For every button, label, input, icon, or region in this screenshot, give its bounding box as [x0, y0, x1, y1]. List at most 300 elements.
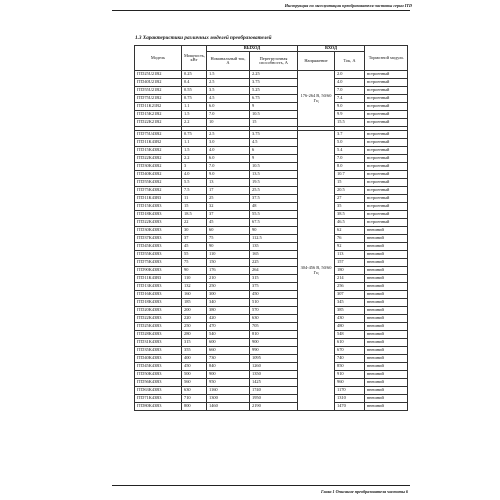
- cell-model: ITD45K43B3: [135, 243, 182, 251]
- cell-input-current: 2.0: [335, 71, 365, 79]
- cell-brake: внешний: [365, 267, 408, 275]
- cell-input-current: 1470: [335, 403, 365, 411]
- cell-power: 450: [182, 363, 207, 371]
- table-row: [135, 331, 408, 339]
- cell-nominal-current: 110: [207, 251, 250, 259]
- table-row: [135, 339, 408, 347]
- cell-overload: 19.5: [250, 179, 298, 187]
- cell-power: 560: [182, 379, 207, 387]
- cell-nominal-current: 1160: [207, 387, 250, 395]
- cell-model: ITD13K43B3: [135, 283, 182, 291]
- table-row: [135, 155, 408, 163]
- cell-nominal-current: 4.5: [207, 95, 250, 103]
- cell-input-current: 10.7: [335, 171, 365, 179]
- table-row: [135, 227, 408, 235]
- table-row: [135, 387, 408, 395]
- cell-overload: 315: [250, 275, 298, 283]
- cell-model: ITD37K43B3: [135, 235, 182, 243]
- cell-brake: внешний: [365, 355, 408, 363]
- page-footer: Глава 1 Описание преобразователя частоты 6: [320, 489, 408, 494]
- cell-overload: 2190: [250, 403, 298, 411]
- cell-power: 55: [182, 251, 207, 259]
- cell-power: 0.55: [182, 87, 207, 95]
- cell-power: 75: [182, 259, 207, 267]
- cell-brake: внешний: [365, 259, 408, 267]
- cell-model: ITD90K43B3: [135, 267, 182, 275]
- cell-overload: 570: [250, 307, 298, 315]
- cell-nominal-current: 1.5: [207, 71, 250, 79]
- cell-model: ITD22K21B2: [135, 119, 182, 127]
- cell-input-current: 92: [335, 243, 365, 251]
- cell-power: 630: [182, 387, 207, 395]
- cell-model: ITD71K43B3: [135, 395, 182, 403]
- cell-input-current: 15: [335, 179, 365, 187]
- cell-nominal-current: 380: [207, 307, 250, 315]
- cell-power: 18.5: [182, 211, 207, 219]
- cell-overload: 4.5: [250, 139, 298, 147]
- cell-nominal-current: 250: [207, 283, 250, 291]
- col-voltage: Напряжение: [298, 52, 335, 71]
- cell-brake: встроенный: [365, 95, 408, 103]
- cell-power: 160: [182, 291, 207, 299]
- cell-input-current: 480: [335, 323, 365, 331]
- cell-model: ITD55K43B2: [135, 179, 182, 187]
- cell-nominal-current: 37: [207, 211, 250, 219]
- cell-model: ITD16K43B3: [135, 291, 182, 299]
- cell-nominal-current: 340: [207, 299, 250, 307]
- cell-model: ITD30K43B2: [135, 163, 182, 171]
- table-row: [135, 195, 408, 203]
- cell-power: 800: [182, 403, 207, 411]
- table-row: [135, 403, 408, 411]
- cell-input-current: 4.0: [335, 79, 365, 87]
- cell-overload: 1350: [250, 371, 298, 379]
- cell-brake: встроенный: [365, 139, 408, 147]
- cell-overload: 900: [250, 339, 298, 347]
- cell-overload: 112.5: [250, 235, 298, 243]
- table-row: [135, 179, 408, 187]
- cell-model: ITD75U21B2: [135, 95, 182, 103]
- cell-nominal-current: 6.0: [207, 103, 250, 111]
- cell-power: 4.0: [182, 171, 207, 179]
- cell-brake: встроенный: [365, 103, 408, 111]
- cell-brake: внешний: [365, 395, 408, 403]
- cell-input-current: 3.7: [335, 131, 365, 139]
- cell-power: 1.5: [182, 147, 207, 155]
- page-header: Инструкция по эксплуатации преобразователя частоты серии ITD: [284, 3, 412, 8]
- cell-nominal-current: 17: [207, 187, 250, 195]
- cell-brake: встроенный: [365, 187, 408, 195]
- table-row: [135, 87, 408, 95]
- cell-nominal-current: 470: [207, 323, 250, 331]
- cell-nominal-current: 840: [207, 363, 250, 371]
- cell-power: 45: [182, 243, 207, 251]
- cell-input-current: 8.0: [335, 163, 365, 171]
- cell-input-current: 670: [335, 347, 365, 355]
- cell-model: ITD75K43B3: [135, 259, 182, 267]
- cell-model: ITD75U43B2: [135, 131, 182, 139]
- table-row: [135, 275, 408, 283]
- cell-nominal-current: 45: [207, 219, 250, 227]
- cell-overload: 510: [250, 299, 298, 307]
- cell-input-current: 62: [335, 227, 365, 235]
- cell-brake: встроенный: [365, 179, 408, 187]
- cell-brake: встроенный: [365, 87, 408, 95]
- table-row: [135, 315, 408, 323]
- cell-brake: внешний: [365, 315, 408, 323]
- cell-overload: 264: [250, 267, 298, 275]
- cell-overload: 450: [250, 291, 298, 299]
- cell-overload: 1260: [250, 363, 298, 371]
- cell-model: ITD40U21B2: [135, 79, 182, 87]
- table-row: [135, 307, 408, 315]
- col-nominal-current: Номинальный ток, А: [207, 52, 250, 71]
- footer-rule: [112, 485, 410, 486]
- col-model: Модель: [135, 46, 182, 71]
- cell-brake: внешний: [365, 347, 408, 355]
- cell-model: ITD55U21B2: [135, 87, 182, 95]
- cell-input-current: 430: [335, 315, 365, 323]
- col-group-input: ВХОД: [298, 46, 365, 52]
- cell-nominal-current: 420: [207, 315, 250, 323]
- characteristics-table: [134, 45, 408, 411]
- cell-power: 710: [182, 395, 207, 403]
- cell-nominal-current: 7.0: [207, 163, 250, 171]
- cell-nominal-current: 3.5: [207, 87, 250, 95]
- cell-input-current: 7.0: [335, 87, 365, 95]
- cell-power: 0.75: [182, 131, 207, 139]
- cell-brake: встроенный: [365, 203, 408, 211]
- cell-power: 11: [182, 195, 207, 203]
- table-row: [135, 119, 408, 127]
- cell-power: 185: [182, 299, 207, 307]
- cell-overload: 55.5: [250, 211, 298, 219]
- cell-input-current: 1310: [335, 395, 365, 403]
- cell-model: ITD11K43B3: [135, 275, 182, 283]
- cell-input-current: 15.5: [335, 119, 365, 127]
- cell-brake: встроенный: [365, 171, 408, 179]
- cell-overload: 705: [250, 323, 298, 331]
- cell-nominal-current: 600: [207, 339, 250, 347]
- table-row: [135, 211, 408, 219]
- cell-nominal-current: 210: [207, 275, 250, 283]
- cell-overload: 1425: [250, 379, 298, 387]
- cell-overload: 630: [250, 315, 298, 323]
- cell-overload: 1740: [250, 387, 298, 395]
- cell-nominal-current: 730: [207, 355, 250, 363]
- cell-nominal-current: 176: [207, 267, 250, 275]
- table-row: [135, 291, 408, 299]
- cell-input-current: 385: [335, 307, 365, 315]
- cell-nominal-current: 10: [207, 119, 250, 127]
- cell-brake: внешний: [365, 363, 408, 371]
- cell-power: 90: [182, 267, 207, 275]
- table-row: [135, 111, 408, 119]
- cell-power: 250: [182, 323, 207, 331]
- cell-power: 22: [182, 219, 207, 227]
- cell-model: ITD11K43B2: [135, 139, 182, 147]
- cell-input-current: 5.4: [335, 147, 365, 155]
- cell-overload: 90: [250, 227, 298, 235]
- cell-input-current: 9.9: [335, 111, 365, 119]
- cell-input-current: 157: [335, 259, 365, 267]
- cell-overload: 37.5: [250, 195, 298, 203]
- cell-model: ITD80K43B3: [135, 403, 182, 411]
- cell-input-current: 9.0: [335, 103, 365, 111]
- cell-overload: 6.75: [250, 95, 298, 103]
- cell-overload: 810: [250, 331, 298, 339]
- table-row: [135, 163, 408, 171]
- cell-brake: внешний: [365, 227, 408, 235]
- cell-input-current: 850: [335, 363, 365, 371]
- cell-brake: внешний: [365, 243, 408, 251]
- table-row: [135, 147, 408, 155]
- cell-overload: 9: [250, 155, 298, 163]
- cell-nominal-current: 1460: [207, 403, 250, 411]
- cell-brake: внешний: [365, 307, 408, 315]
- cell-model: ITD40K43B2: [135, 171, 182, 179]
- cell-model: ITD20K43B3: [135, 307, 182, 315]
- cell-model: ITD55K43B3: [135, 251, 182, 259]
- table-row: [135, 379, 408, 387]
- cell-brake: внешний: [365, 387, 408, 395]
- table-row: [135, 103, 408, 111]
- cell-nominal-current: 2.5: [207, 79, 250, 87]
- cell-power: 37: [182, 235, 207, 243]
- cell-overload: 135: [250, 243, 298, 251]
- cell-input-current: 345: [335, 299, 365, 307]
- cell-nominal-current: 2.5: [207, 131, 250, 139]
- cell-brake: встроенный: [365, 147, 408, 155]
- cell-overload: 1950: [250, 395, 298, 403]
- cell-model: ITD56K43B3: [135, 379, 182, 387]
- table-row: [135, 371, 408, 379]
- cell-input-current: 548: [335, 331, 365, 339]
- cell-power: 1.5: [182, 111, 207, 119]
- table-row: [135, 299, 408, 307]
- cell-brake: внешний: [365, 291, 408, 299]
- cell-input-current: 960: [335, 379, 365, 387]
- cell-input-current: 5.0: [335, 139, 365, 147]
- cell-model: ITD45K43B3: [135, 363, 182, 371]
- cell-model: ITD15K21B2: [135, 111, 182, 119]
- cell-brake: внешний: [365, 235, 408, 243]
- table-row: [135, 251, 408, 259]
- cell-input-current: 35: [335, 203, 365, 211]
- cell-brake: встроенный: [365, 111, 408, 119]
- cell-brake: внешний: [365, 283, 408, 291]
- cell-brake: встроенный: [365, 163, 408, 171]
- cell-model: ITD11K43B3: [135, 195, 182, 203]
- cell-model: ITD50K43B3: [135, 371, 182, 379]
- cell-power: 200: [182, 307, 207, 315]
- cell-power: 132: [182, 283, 207, 291]
- cell-overload: 67.5: [250, 219, 298, 227]
- cell-overload: 6: [250, 147, 298, 155]
- cell-input-current: 910: [335, 371, 365, 379]
- cell-power: 220: [182, 315, 207, 323]
- table-row: [135, 259, 408, 267]
- cell-model: ITD35K43B3: [135, 347, 182, 355]
- cell-brake: внешний: [365, 275, 408, 283]
- cell-model: ITD75K43B2: [135, 187, 182, 195]
- cell-model: ITD31K43B3: [135, 339, 182, 347]
- table-row: [135, 95, 408, 103]
- cell-overload: 2.25: [250, 71, 298, 79]
- cell-power: 0.4: [182, 79, 207, 87]
- cell-input-current: 610: [335, 339, 365, 347]
- cell-nominal-current: 150: [207, 259, 250, 267]
- cell-model: ITD25U21B2: [135, 71, 182, 79]
- cell-power: 315: [182, 339, 207, 347]
- section-title: 1.3 Характеристики различных моделей преобразователей: [135, 35, 272, 41]
- cell-overload: 5.25: [250, 87, 298, 95]
- table-row: [135, 283, 408, 291]
- cell-input-current: 46.5: [335, 219, 365, 227]
- table-body: [135, 71, 408, 411]
- cell-overload: 10.5: [250, 163, 298, 171]
- cell-power: 3: [182, 163, 207, 171]
- cell-overload: 48: [250, 203, 298, 211]
- cell-nominal-current: 9.0: [207, 171, 250, 179]
- cell-nominal-current: 25: [207, 195, 250, 203]
- cell-power: 2.2: [182, 155, 207, 163]
- cell-model: ITD22K43B2: [135, 155, 182, 163]
- cell-input-current: 180: [335, 267, 365, 275]
- cell-brake: внешний: [365, 323, 408, 331]
- table-row: [135, 355, 408, 363]
- cell-nominal-current: 900: [207, 371, 250, 379]
- cell-overload: 9: [250, 103, 298, 111]
- cell-nominal-current: 950: [207, 379, 250, 387]
- cell-power: 280: [182, 331, 207, 339]
- cell-power: 30: [182, 227, 207, 235]
- cell-input-current: 740: [335, 355, 365, 363]
- cell-brake: внешний: [365, 379, 408, 387]
- cell-input-current: 27: [335, 195, 365, 203]
- cell-brake: внешний: [365, 403, 408, 411]
- cell-model: ITD15K43B2: [135, 147, 182, 155]
- cell-model: ITD18K43B3: [135, 299, 182, 307]
- col-power: Мощность, кВт: [182, 46, 207, 71]
- cell-power: 500: [182, 371, 207, 379]
- cell-brake: встроенный: [365, 131, 408, 139]
- cell-input-current: 256: [335, 283, 365, 291]
- cell-brake: встроенный: [365, 79, 408, 87]
- cell-model: ITD30K43B3: [135, 227, 182, 235]
- table-row: [135, 347, 408, 355]
- table-row: [135, 219, 408, 227]
- cell-nominal-current: 13: [207, 179, 250, 187]
- table-row: [135, 79, 408, 87]
- cell-input-current: 76: [335, 235, 365, 243]
- cell-input-current: 38.5: [335, 211, 365, 219]
- cell-voltage: 176-264 В, 50/60 Гц: [298, 71, 335, 127]
- cell-nominal-current: 32: [207, 203, 250, 211]
- cell-power: 1.1: [182, 103, 207, 111]
- cell-overload: 10.5: [250, 111, 298, 119]
- table-row: [135, 187, 408, 195]
- cell-power: 355: [182, 347, 207, 355]
- cell-nominal-current: 7.0: [207, 111, 250, 119]
- cell-input-current: 7.0: [335, 155, 365, 163]
- cell-brake: встроенный: [365, 211, 408, 219]
- cell-nominal-current: 90: [207, 243, 250, 251]
- cell-brake: внешний: [365, 299, 408, 307]
- cell-power: 0.25: [182, 71, 207, 79]
- cell-model: ITD28K43B3: [135, 331, 182, 339]
- cell-brake: внешний: [365, 251, 408, 259]
- table-row: [135, 395, 408, 403]
- cell-model: ITD25K43B3: [135, 323, 182, 331]
- cell-input-current: 214: [335, 275, 365, 283]
- cell-nominal-current: 300: [207, 291, 250, 299]
- cell-model: ITD18K43B3: [135, 211, 182, 219]
- table-row: [135, 323, 408, 331]
- cell-nominal-current: 1300: [207, 395, 250, 403]
- cell-overload: 3.75: [250, 79, 298, 87]
- col-brake: Тормозной модуль: [365, 46, 408, 71]
- table-row: [135, 171, 408, 179]
- cell-brake: встроенный: [365, 155, 408, 163]
- col-overload: Перегрузочная способность, А: [250, 52, 298, 71]
- cell-power: 5.5: [182, 179, 207, 187]
- cell-power: 7.5: [182, 187, 207, 195]
- cell-power: 15: [182, 203, 207, 211]
- col-group-output: ВЫХОД: [207, 46, 298, 52]
- cell-overload: 990: [250, 347, 298, 355]
- cell-nominal-current: 3.0: [207, 139, 250, 147]
- cell-input-current: 113: [335, 251, 365, 259]
- cell-overload: 1095: [250, 355, 298, 363]
- table-row: [135, 139, 408, 147]
- cell-overload: 225: [250, 259, 298, 267]
- cell-model: ITD22K43B3: [135, 315, 182, 323]
- cell-power: 400: [182, 355, 207, 363]
- header-rule: [112, 10, 410, 11]
- cell-brake: встроенный: [365, 195, 408, 203]
- cell-brake: внешний: [365, 331, 408, 339]
- cell-power: 2.2: [182, 119, 207, 127]
- table-row: [135, 203, 408, 211]
- cell-nominal-current: 660: [207, 347, 250, 355]
- cell-overload: 375: [250, 283, 298, 291]
- table-row: [135, 71, 408, 79]
- cell-nominal-current: 75: [207, 235, 250, 243]
- table-row: [135, 363, 408, 371]
- cell-input-current: 7.4: [335, 95, 365, 103]
- cell-nominal-current: 540: [207, 331, 250, 339]
- cell-nominal-current: 4.0: [207, 147, 250, 155]
- cell-power: 0.75: [182, 95, 207, 103]
- cell-input-current: 20.5: [335, 187, 365, 195]
- cell-power: 110: [182, 275, 207, 283]
- cell-model: ITD22K43B3: [135, 219, 182, 227]
- cell-brake: внешний: [365, 339, 408, 347]
- cell-power: 1.1: [182, 139, 207, 147]
- cell-overload: 165: [250, 251, 298, 259]
- cell-model: ITD11K21B2: [135, 103, 182, 111]
- table-row: [135, 243, 408, 251]
- cell-input-current: 307: [335, 291, 365, 299]
- cell-voltage: 304-456 В, 50/60 Гц: [298, 131, 335, 411]
- cell-input-current: 1170: [335, 387, 365, 395]
- cell-overload: 3.75: [250, 131, 298, 139]
- cell-brake: встроенный: [365, 219, 408, 227]
- table-row: [135, 267, 408, 275]
- cell-nominal-current: 6.0: [207, 155, 250, 163]
- cell-model: ITD40K43B3: [135, 355, 182, 363]
